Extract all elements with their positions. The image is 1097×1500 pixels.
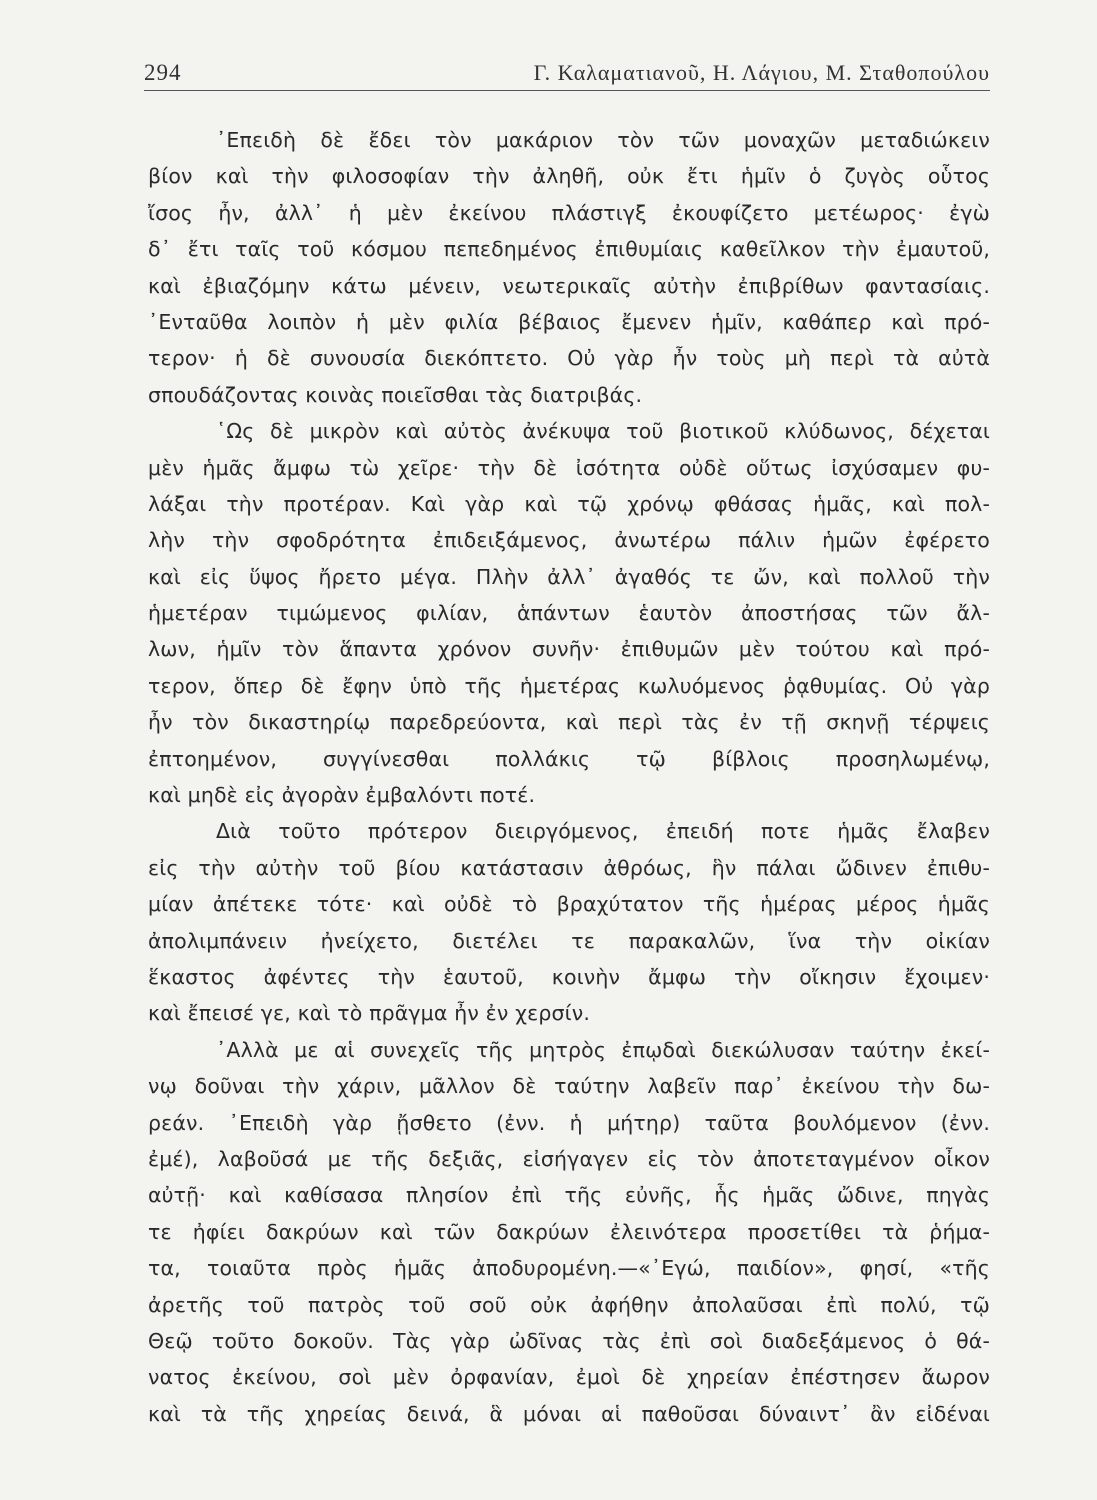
text-line: καὶ εἰς ὕψος ἤρετο μέγα. Πλὴν ἀλλ᾿ ἀγαθός τε ὤν, καὶ πολλοῦ τὴν: [148, 564, 990, 589]
text-line: ἕκαστος ἀφέντες τὴν ἑαυτοῦ, κοινὴν ἄμφω τὴν οἴκησιν ἔχοιμεν·: [148, 964, 990, 989]
text-line: ἦν τὸν δικαστηρίῳ παρεδρεύοντα, καὶ περὶ τὰς ἐν τῇ σκηνῇ τέρψεις: [148, 710, 990, 735]
text-line: ἀπολιμπάνειν ἠνείχετο, διετέλει τε παρακαλῶν, ἵνα τὴν οἰκίαν: [148, 928, 990, 953]
text-line: ᾿Αλλὰ με αἱ συνεχεῖς τῆς μητρὸς ἐπῳδαὶ διεκώλυσαν ταύτην ἐκεί-: [216, 1037, 990, 1062]
text-line: καὶ ἔπεισέ γε, καὶ τὸ πρᾶγμα ἦν ἐν χερσίν.: [148, 1001, 590, 1026]
text-line: σπουδάζοντας κοινὰς ποιεῖσθαι τὰς διατριβάς.: [148, 382, 643, 407]
text-line: ρεάν. ᾿Επειδὴ γὰρ ᾔσθετο (ἐνν. ἡ μήτηρ) ταῦτα βουλόμενον (ἐνν.: [148, 1110, 990, 1135]
text-line: τα, τοιαῦτα πρὸς ἡμᾶς ἀποδυρομένη.—«᾿Εγώ, παιδίον», φησί, «τῆς: [148, 1256, 990, 1281]
text-line: μίαν ἀπέτεκε τότε· καὶ οὐδὲ τὸ βραχύτατον τῆς ἡμέρας μέρος ἡμᾶς: [148, 892, 990, 917]
text-line: ἐπτοημένον, συγγίνεσθαι πολλάκις τῷ βίβλοις προσηλωμένῳ,: [148, 746, 990, 771]
text-line: εἰς τὴν αὐτὴν τοῦ βίου κατάστασιν ἀθρόως, ἣν πάλαι ὤδινεν ἐπιθυ-: [148, 855, 990, 880]
text-line: ἡμετέραν τιμώμενος φιλίαν, ἁπάντων ἑαυτὸν ἀποστήσας τῶν ἄλ-: [148, 601, 990, 626]
text-line: δ᾿ ἔτι ταῖς τοῦ κόσμου πεπεδημένος ἐπιθυμίαις καθεῖλκον τὴν ἐμαυτοῦ,: [148, 237, 990, 262]
text-line: ἀρετῆς τοῦ πατρὸς τοῦ σοῦ οὐκ ἀφήθην ἀπολαῦσαι ἐπὶ πολύ, τῷ: [148, 1292, 990, 1317]
text-line: λων, ἡμῖν τὸν ἅπαντα χρόνον συνῆν· ἐπιθυμῶν μὲν τούτου καὶ πρό-: [148, 637, 990, 662]
page-header: [144, 58, 990, 91]
text-line: ᾿Ενταῦθα λοιπὸν ἡ μὲν φιλία βέβαιος ἔμενεν ἡμῖν, καθάπερ καὶ πρό-: [148, 309, 990, 334]
text-line: λὴν τὴν σφοδρότητα ἐπιδειξάμενος, ἀνωτέρω πάλιν ἡμῶν ἐφέρετο: [148, 528, 990, 553]
text-line: ἐμέ), λαβοῦσά με τῆς δεξιᾶς, εἰσήγαγεν εἰς τὸν ἀποτεταγμένον οἶκον: [148, 1146, 990, 1171]
running-head-authors: Γ. Καλαματιανοῦ, Η. Λάγιου, Μ. Σταθοπούλου: [533, 60, 990, 85]
text-line: ῾Ως δὲ μικρὸν καὶ αὐτὸς ἀνέκυψα τοῦ βιοτικοῦ κλύδωνος, δέχεται: [216, 419, 990, 444]
page-number: 294: [144, 60, 182, 85]
text-line: λάξαι τὴν προτέραν. Καὶ γὰρ καὶ τῷ χρόνῳ φθάσας ἡμᾶς, καὶ πολ-: [148, 491, 990, 516]
text-line: Διὰ τοῦτο πρότερον διειργόμενος, ἐπειδή ποτε ἡμᾶς ἔλαβεν: [216, 819, 990, 844]
body-text: [148, 122, 990, 1432]
text-line: μὲν ἡμᾶς ἄμφω τὼ χεῖρε· τὴν δὲ ἰσότητα οὐδὲ οὕτως ἰσχύσαμεν φυ-: [148, 455, 990, 480]
text-line: αὐτῇ· καὶ καθίσασα πλησίον ἐπὶ τῆς εὐνῆς, ἧς ἡμᾶς ὤδινε, πηγὰς: [148, 1183, 990, 1208]
text-line: τερον· ἡ δὲ συνουσία διεκόπτετο. Οὐ γὰρ ἦν τοὺς μὴ περὶ τὰ αὐτὰ: [148, 346, 990, 371]
text-line: βίον καὶ τὴν φιλοσοφίαν τὴν ἀληθῆ, οὐκ ἔτι ἡμῖν ὁ ζυγὸς οὗτος: [148, 164, 990, 189]
text-line: Θεῷ τοῦτο δοκοῦν. Τὰς γὰρ ὠδῖνας τὰς ἐπὶ σοὶ διαδεξάμενος ὁ θά-: [148, 1328, 990, 1353]
text-line: καὶ μηδὲ εἰς ἀγορὰν ἐμβαλόντι ποτέ.: [148, 783, 536, 808]
text-line: τε ἠφίει δακρύων καὶ τῶν δακρύων ἐλεινότερα προσετίθει τὰ ῥήμα-: [148, 1219, 990, 1244]
text-line: νῳ δοῦναι τὴν χάριν, μᾶλλον δὲ ταύτην λαβεῖν παρ᾿ ἐκείνου τὴν δω-: [148, 1074, 990, 1099]
text-line: ᾿Επειδὴ δὲ ἔδει τὸν μακάριον τὸν τῶν μοναχῶν μεταδιώκειν: [216, 128, 990, 152]
text-line: καὶ τὰ τῆς χηρείας δεινά, ἃ μόναι αἱ παθοῦσαι δύναιντ᾿ ἂν εἰδέναι: [148, 1401, 990, 1426]
text-line: ἴσος ἦν, ἀλλ᾿ ἡ μὲν ἐκείνου πλάστιγξ ἐκουφίζετο μετέωρος· ἐγὼ: [148, 200, 990, 225]
text-line: νατος ἐκείνου, σοὶ μὲν ὀρφανίαν, ἐμοὶ δὲ χηρείαν ἐπέστησεν ἄωρον: [148, 1365, 990, 1390]
text-line: τερον, ὅπερ δὲ ἔφην ὑπὸ τῆς ἡμετέρας κωλυόμενος ῥᾳθυμίας. Οὐ γὰρ: [148, 673, 990, 698]
text-line: καὶ ἐβιαζόμην κάτω μένειν, νεωτερικαῖς αὐτὴν ἐπιβρίθων φαντασίαις.: [148, 273, 990, 298]
